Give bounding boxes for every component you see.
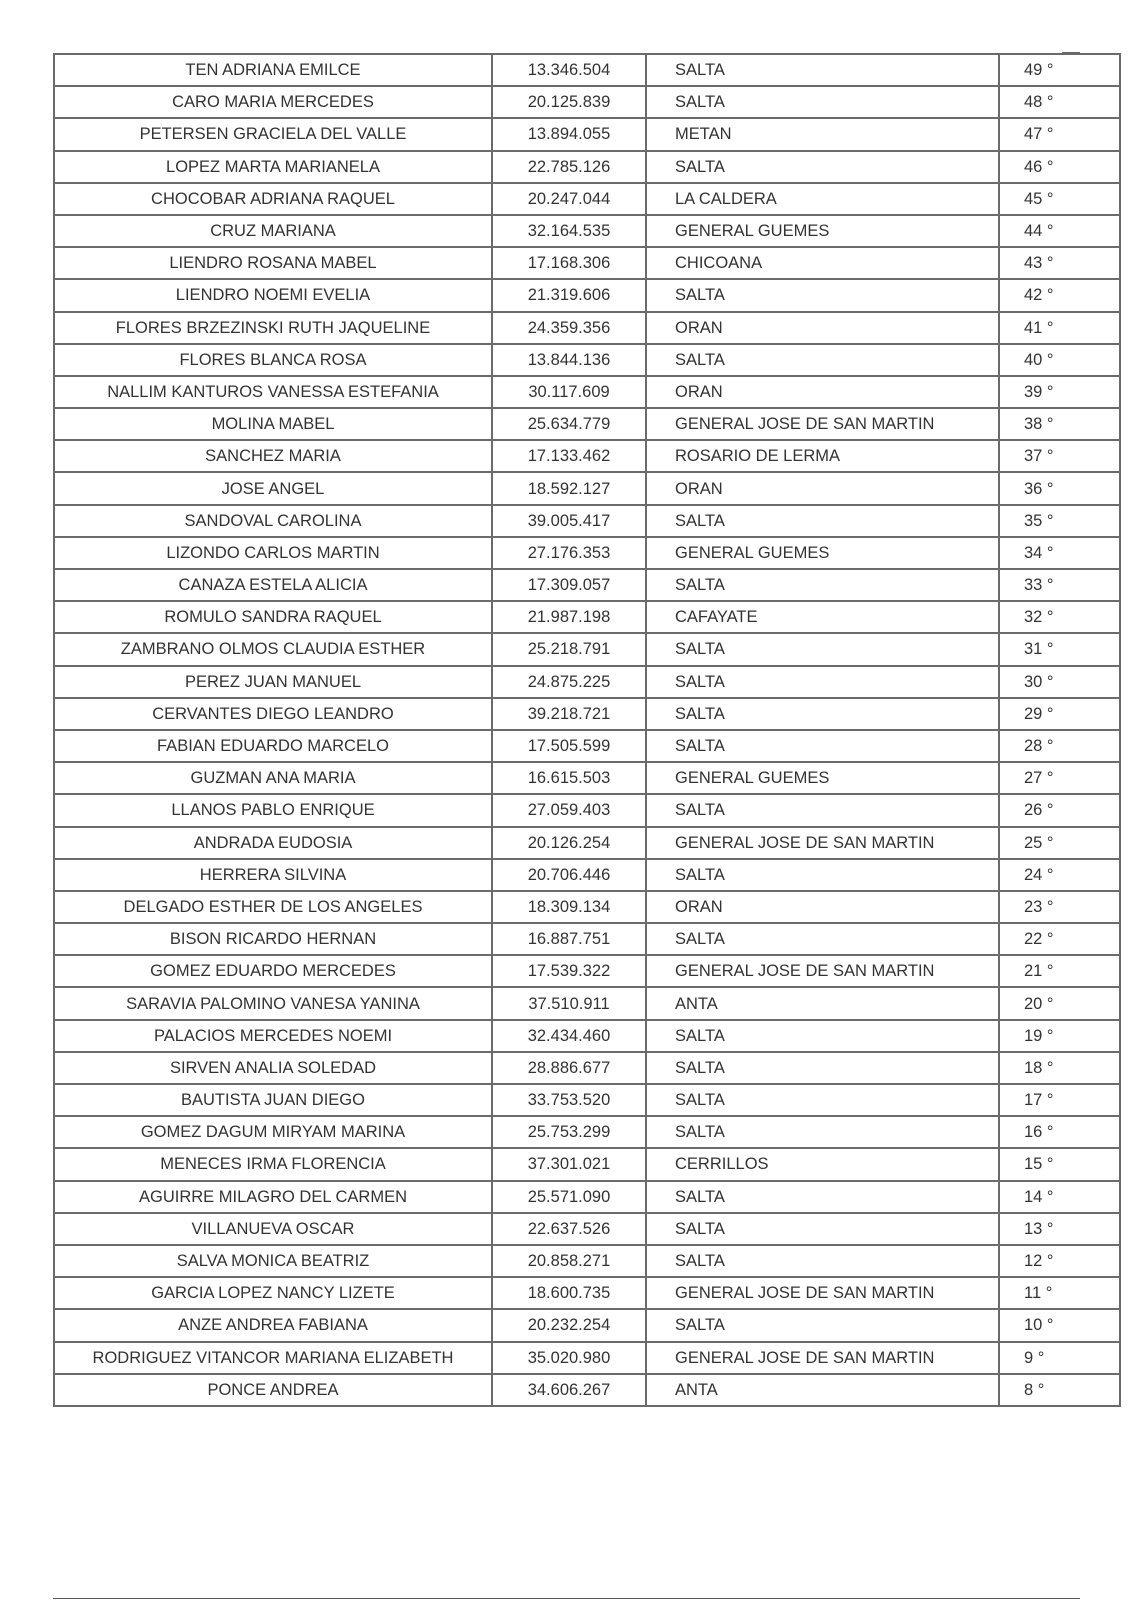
person-name-cell: CANAZA ESTELA ALICIA <box>54 569 492 601</box>
location-cell: SALTA <box>646 344 999 376</box>
dni-cell: 25.218.791 <box>492 633 646 665</box>
order-number-cell: 32 ° <box>999 601 1120 633</box>
order-number-cell: 43 ° <box>999 247 1120 279</box>
person-name-cell: ROMULO SANDRA RAQUEL <box>54 601 492 633</box>
location-cell: GENERAL JOSE DE SAN MARTIN <box>646 1277 999 1309</box>
person-name-cell: SIRVEN ANALIA SOLEDAD <box>54 1052 492 1084</box>
location-cell: SALTA <box>646 730 999 762</box>
footer-rule <box>53 1598 1080 1599</box>
order-number-cell: 8 ° <box>999 1374 1120 1406</box>
person-name-cell: CRUZ MARIANA <box>54 215 492 247</box>
location-cell: SALTA <box>646 1181 999 1213</box>
dni-cell: 18.600.735 <box>492 1277 646 1309</box>
dni-cell: 27.176.353 <box>492 537 646 569</box>
order-number-cell: 31 ° <box>999 633 1120 665</box>
location-cell: SALTA <box>646 698 999 730</box>
location-cell: ORAN <box>646 312 999 344</box>
table-row <box>54 279 1120 311</box>
table-row <box>54 151 1120 183</box>
location-cell: SALTA <box>646 569 999 601</box>
person-name-cell: SANDOVAL CAROLINA <box>54 505 492 537</box>
location-cell: SALTA <box>646 1245 999 1277</box>
dni-cell: 17.168.306 <box>492 247 646 279</box>
table-row <box>54 987 1120 1019</box>
person-name-cell: PALACIOS MERCEDES NOEMI <box>54 1020 492 1052</box>
person-name-cell: AGUIRRE MILAGRO DEL CARMEN <box>54 1181 492 1213</box>
dni-cell: 18.309.134 <box>492 891 646 923</box>
ranking-table-body <box>54 54 1120 1406</box>
table-row <box>54 215 1120 247</box>
order-number-cell: 44 ° <box>999 215 1120 247</box>
order-number-cell: 48 ° <box>999 86 1120 118</box>
table-row <box>54 569 1120 601</box>
dni-cell: 20.125.839 <box>492 86 646 118</box>
order-number-cell: 26 ° <box>999 794 1120 826</box>
person-name-cell: LIZONDO CARLOS MARTIN <box>54 537 492 569</box>
dni-cell: 13.844.136 <box>492 344 646 376</box>
order-number-cell: 24 ° <box>999 859 1120 891</box>
person-name-cell: FLORES BRZEZINSKI RUTH JAQUELINE <box>54 312 492 344</box>
order-number-cell: 28 ° <box>999 730 1120 762</box>
order-number-cell: 14 ° <box>999 1181 1120 1213</box>
order-number-cell: 38 ° <box>999 408 1120 440</box>
order-number-cell: 9 ° <box>999 1342 1120 1374</box>
order-number-cell: 30 ° <box>999 666 1120 698</box>
table-row <box>54 408 1120 440</box>
table-row <box>54 633 1120 665</box>
dni-cell: 39.005.417 <box>492 505 646 537</box>
person-name-cell: LIENDRO NOEMI EVELIA <box>54 279 492 311</box>
order-number-cell: 42 ° <box>999 279 1120 311</box>
order-number-cell: 19 ° <box>999 1020 1120 1052</box>
location-cell: ORAN <box>646 376 999 408</box>
table-row <box>54 1374 1120 1406</box>
person-name-cell: TEN ADRIANA EMILCE <box>54 54 492 86</box>
table-row <box>54 472 1120 504</box>
table-row <box>54 859 1120 891</box>
location-cell: SALTA <box>646 86 999 118</box>
person-name-cell: ZAMBRANO OLMOS CLAUDIA ESTHER <box>54 633 492 665</box>
location-cell: ORAN <box>646 891 999 923</box>
table-row <box>54 537 1120 569</box>
location-cell: CHICOANA <box>646 247 999 279</box>
location-cell: SALTA <box>646 1116 999 1148</box>
table-row <box>54 1342 1120 1374</box>
order-number-cell: 20 ° <box>999 987 1120 1019</box>
location-cell: ORAN <box>646 472 999 504</box>
dni-cell: 20.706.446 <box>492 859 646 891</box>
location-cell: SALTA <box>646 923 999 955</box>
dni-cell: 28.886.677 <box>492 1052 646 1084</box>
location-cell: GENERAL GUEMES <box>646 537 999 569</box>
location-cell: GENERAL JOSE DE SAN MARTIN <box>646 1342 999 1374</box>
person-name-cell: LIENDRO ROSANA MABEL <box>54 247 492 279</box>
person-name-cell: VILLANUEVA OSCAR <box>54 1213 492 1245</box>
table-row <box>54 312 1120 344</box>
dni-cell: 17.309.057 <box>492 569 646 601</box>
location-cell: ROSARIO DE LERMA <box>646 440 999 472</box>
order-number-cell: 34 ° <box>999 537 1120 569</box>
table-row <box>54 118 1120 150</box>
order-number-cell: 10 ° <box>999 1309 1120 1341</box>
table-row <box>54 1052 1120 1084</box>
order-number-cell: 36 ° <box>999 472 1120 504</box>
table-row <box>54 1181 1120 1213</box>
location-cell: SALTA <box>646 505 999 537</box>
dni-cell: 37.510.911 <box>492 987 646 1019</box>
dni-cell: 30.117.609 <box>492 376 646 408</box>
dni-cell: 35.020.980 <box>492 1342 646 1374</box>
location-cell: SALTA <box>646 54 999 86</box>
person-name-cell: DELGADO ESTHER DE LOS ANGELES <box>54 891 492 923</box>
table-row <box>54 376 1120 408</box>
order-number-cell: 33 ° <box>999 569 1120 601</box>
order-number-cell: 13 ° <box>999 1213 1120 1245</box>
ranking-table <box>53 53 1121 1407</box>
location-cell: SALTA <box>646 633 999 665</box>
location-cell: SALTA <box>646 859 999 891</box>
person-name-cell: NALLIM KANTUROS VANESSA ESTEFANIA <box>54 376 492 408</box>
table-row <box>54 344 1120 376</box>
person-name-cell: SANCHEZ MARIA <box>54 440 492 472</box>
person-name-cell: BAUTISTA JUAN DIEGO <box>54 1084 492 1116</box>
table-row <box>54 730 1120 762</box>
table-row <box>54 1309 1120 1341</box>
order-number-cell: 23 ° <box>999 891 1120 923</box>
person-name-cell: ANDRADA EUDOSIA <box>54 827 492 859</box>
table-row <box>54 827 1120 859</box>
person-name-cell: PETERSEN GRACIELA DEL VALLE <box>54 118 492 150</box>
order-number-cell: 39 ° <box>999 376 1120 408</box>
person-name-cell: CARO MARIA MERCEDES <box>54 86 492 118</box>
location-cell: CAFAYATE <box>646 601 999 633</box>
person-name-cell: JOSE ANGEL <box>54 472 492 504</box>
table-row <box>54 891 1120 923</box>
location-cell: SALTA <box>646 1020 999 1052</box>
location-cell: GENERAL GUEMES <box>646 762 999 794</box>
person-name-cell: ANZE ANDREA FABIANA <box>54 1309 492 1341</box>
dni-cell: 25.571.090 <box>492 1181 646 1213</box>
person-name-cell: SARAVIA PALOMINO VANESA YANINA <box>54 987 492 1019</box>
dni-cell: 13.346.504 <box>492 54 646 86</box>
table-row <box>54 955 1120 987</box>
dni-cell: 21.987.198 <box>492 601 646 633</box>
table-row <box>54 505 1120 537</box>
dni-cell: 17.133.462 <box>492 440 646 472</box>
person-name-cell: RODRIGUEZ VITANCOR MARIANA ELIZABETH <box>54 1342 492 1374</box>
location-cell: SALTA <box>646 151 999 183</box>
dni-cell: 18.592.127 <box>492 472 646 504</box>
table-row <box>54 440 1120 472</box>
table-row <box>54 247 1120 279</box>
person-name-cell: MOLINA MABEL <box>54 408 492 440</box>
dni-cell: 25.753.299 <box>492 1116 646 1148</box>
location-cell: GENERAL GUEMES <box>646 215 999 247</box>
location-cell: SALTA <box>646 1309 999 1341</box>
dni-cell: 22.637.526 <box>492 1213 646 1245</box>
person-name-cell: PEREZ JUAN MANUEL <box>54 666 492 698</box>
table-row <box>54 54 1120 86</box>
order-number-cell: 22 ° <box>999 923 1120 955</box>
table-row <box>54 183 1120 215</box>
dni-cell: 20.126.254 <box>492 827 646 859</box>
person-name-cell: CHOCOBAR ADRIANA RAQUEL <box>54 183 492 215</box>
person-name-cell: GUZMAN ANA MARIA <box>54 762 492 794</box>
dni-cell: 22.785.126 <box>492 151 646 183</box>
location-cell: SALTA <box>646 1052 999 1084</box>
dni-cell: 16.615.503 <box>492 762 646 794</box>
dni-cell: 27.059.403 <box>492 794 646 826</box>
order-number-cell: 12 ° <box>999 1245 1120 1277</box>
location-cell: SALTA <box>646 1213 999 1245</box>
table-row <box>54 1148 1120 1180</box>
person-name-cell: MENECES IRMA FLORENCIA <box>54 1148 492 1180</box>
table-row <box>54 601 1120 633</box>
dni-cell: 16.887.751 <box>492 923 646 955</box>
order-number-cell: 16 ° <box>999 1116 1120 1148</box>
person-name-cell: HERRERA SILVINA <box>54 859 492 891</box>
person-name-cell: GOMEZ DAGUM MIRYAM MARINA <box>54 1116 492 1148</box>
order-number-cell: 11 ° <box>999 1277 1120 1309</box>
location-cell: CERRILLOS <box>646 1148 999 1180</box>
order-number-cell: 35 ° <box>999 505 1120 537</box>
person-name-cell: LOPEZ MARTA MARIANELA <box>54 151 492 183</box>
location-cell: SALTA <box>646 279 999 311</box>
order-number-cell: 49 ° <box>999 54 1120 86</box>
table-row <box>54 794 1120 826</box>
location-cell: METAN <box>646 118 999 150</box>
person-name-cell: CERVANTES DIEGO LEANDRO <box>54 698 492 730</box>
dni-cell: 20.232.254 <box>492 1309 646 1341</box>
order-number-cell: 37 ° <box>999 440 1120 472</box>
location-cell: LA CALDERA <box>646 183 999 215</box>
order-number-cell: 18 ° <box>999 1052 1120 1084</box>
order-number-cell: 25 ° <box>999 827 1120 859</box>
dni-cell: 13.894.055 <box>492 118 646 150</box>
table-row <box>54 762 1120 794</box>
person-name-cell: SALVA MONICA BEATRIZ <box>54 1245 492 1277</box>
order-number-cell: 40 ° <box>999 344 1120 376</box>
table-row <box>54 698 1120 730</box>
location-cell: SALTA <box>646 1084 999 1116</box>
person-name-cell: FABIAN EDUARDO MARCELO <box>54 730 492 762</box>
dni-cell: 17.539.322 <box>492 955 646 987</box>
person-name-cell: LLANOS PABLO ENRIQUE <box>54 794 492 826</box>
table-row <box>54 666 1120 698</box>
person-name-cell: BISON RICARDO HERNAN <box>54 923 492 955</box>
location-cell: ANTA <box>646 1374 999 1406</box>
person-name-cell: FLORES BLANCA ROSA <box>54 344 492 376</box>
order-number-cell: 21 ° <box>999 955 1120 987</box>
table-row <box>54 1084 1120 1116</box>
location-cell: GENERAL JOSE DE SAN MARTIN <box>646 827 999 859</box>
table-row <box>54 86 1120 118</box>
dni-cell: 32.434.460 <box>492 1020 646 1052</box>
person-name-cell: GOMEZ EDUARDO MERCEDES <box>54 955 492 987</box>
order-number-cell: 45 ° <box>999 183 1120 215</box>
location-cell: GENERAL JOSE DE SAN MARTIN <box>646 408 999 440</box>
location-cell: GENERAL JOSE DE SAN MARTIN <box>646 955 999 987</box>
order-number-cell: 27 ° <box>999 762 1120 794</box>
dni-cell: 33.753.520 <box>492 1084 646 1116</box>
dni-cell: 20.858.271 <box>492 1245 646 1277</box>
dni-cell: 21.319.606 <box>492 279 646 311</box>
table-row <box>54 1245 1120 1277</box>
order-number-cell: 15 ° <box>999 1148 1120 1180</box>
order-number-cell: 29 ° <box>999 698 1120 730</box>
location-cell: SALTA <box>646 666 999 698</box>
table-row <box>54 923 1120 955</box>
dni-cell: 34.606.267 <box>492 1374 646 1406</box>
dni-cell: 17.505.599 <box>492 730 646 762</box>
dni-cell: 24.359.356 <box>492 312 646 344</box>
table-row <box>54 1277 1120 1309</box>
order-number-cell: 47 ° <box>999 118 1120 150</box>
dni-cell: 37.301.021 <box>492 1148 646 1180</box>
dni-cell: 39.218.721 <box>492 698 646 730</box>
table-row <box>54 1213 1120 1245</box>
location-cell: ANTA <box>646 987 999 1019</box>
dni-cell: 24.875.225 <box>492 666 646 698</box>
order-number-cell: 17 ° <box>999 1084 1120 1116</box>
person-name-cell: PONCE ANDREA <box>54 1374 492 1406</box>
table-row <box>54 1116 1120 1148</box>
person-name-cell: GARCIA LOPEZ NANCY LIZETE <box>54 1277 492 1309</box>
order-number-cell: 46 ° <box>999 151 1120 183</box>
dni-cell: 25.634.779 <box>492 408 646 440</box>
dni-cell: 20.247.044 <box>492 183 646 215</box>
dni-cell: 32.164.535 <box>492 215 646 247</box>
location-cell: SALTA <box>646 794 999 826</box>
table-row <box>54 1020 1120 1052</box>
order-number-cell: 41 ° <box>999 312 1120 344</box>
